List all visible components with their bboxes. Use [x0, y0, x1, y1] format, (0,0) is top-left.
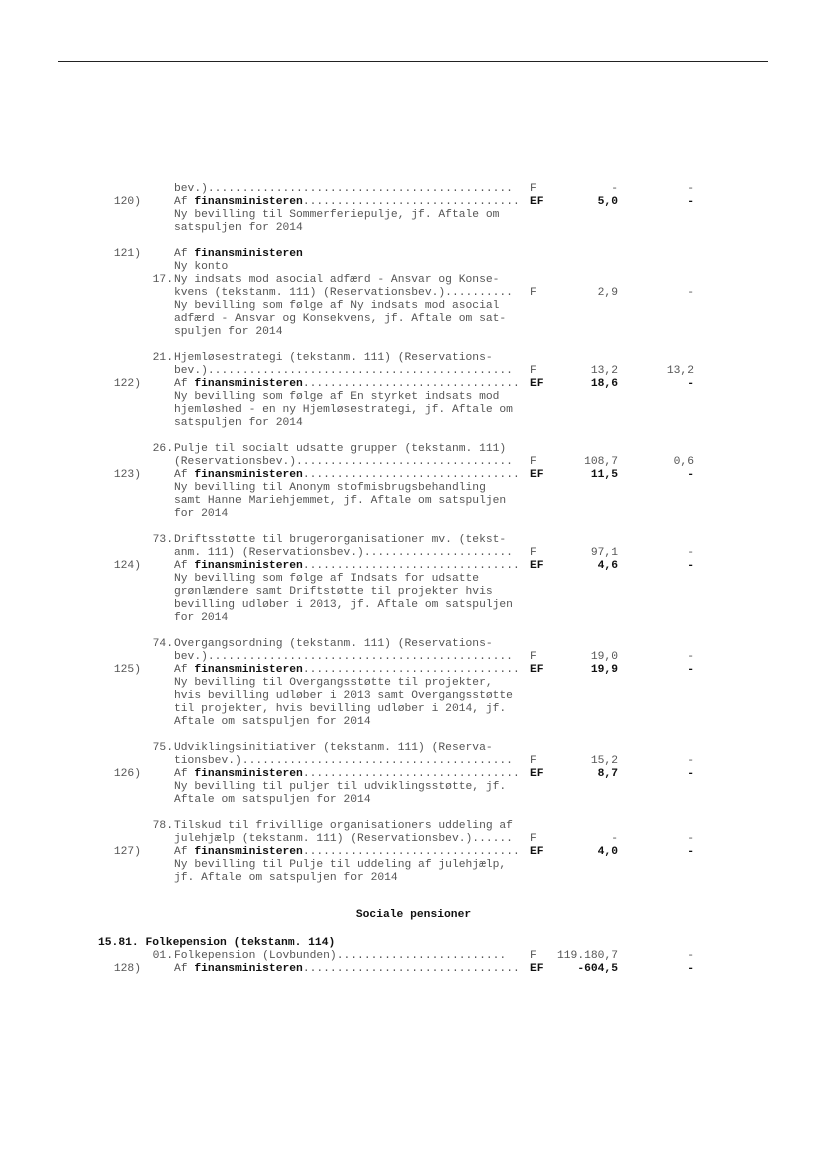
line-text: Af finansministeren................................ [174, 196, 520, 208]
line-text: tionsbev.)........................................ [174, 755, 513, 767]
line-text: Driftsstøtte til brugerorganisationer mv. (tekst- [174, 534, 507, 546]
line-text: julehjælp (tekstanm. 111) (Reservationsbev.)...... [174, 833, 513, 845]
amount-col-1: 11,5 [590, 469, 618, 481]
line-text: anm. 111) (Reservationsbev.)...................... [174, 547, 513, 559]
line-text: Ny konto [174, 261, 229, 273]
subaccount-number: 74. [152, 638, 173, 650]
account-header: 15.81. Folkepension (tekstanm. 114) [98, 937, 336, 949]
amount-col-2: - [687, 963, 694, 975]
budget-line [0, 586, 827, 599]
amount-col-2: - [687, 547, 694, 559]
line-text: Af finansministeren................................ [174, 963, 520, 975]
budget-line [0, 534, 827, 547]
line-text: Af finansministeren [174, 248, 303, 260]
amount-col-2: - [687, 560, 694, 572]
amount-col-2: - [687, 846, 694, 858]
note-number: 122) [113, 378, 141, 390]
budget-line [0, 274, 827, 287]
amount-col-2: - [687, 651, 694, 663]
line-flag: EF [530, 664, 544, 676]
budget-line [0, 612, 827, 625]
amount-col-2: - [687, 768, 694, 780]
subaccount-number: 75. [152, 742, 173, 754]
line-text: samt Hanne Mariehjemmet, jf. Aftale om satspuljen [174, 495, 507, 507]
amount-col-2: - [687, 196, 694, 208]
line-text: bev.)............................................. [174, 365, 513, 377]
budget-line [0, 716, 827, 729]
line-text: kvens (tekstanm. 111) (Reservationsbev.).......... [174, 287, 513, 299]
amount-col-2: - [687, 950, 694, 962]
line-text: Af finansministeren................................ [174, 768, 520, 780]
amount-col-1: 15,2 [590, 755, 618, 767]
line-text: satspuljen for 2014 [174, 222, 303, 234]
amount-col-1: 2,9 [597, 287, 618, 299]
line-text: Ny bevilling som følge af Ny indsats mod asocial [174, 300, 500, 312]
line-text: Overgangsordning (tekstanm. 111) (Reservations- [174, 638, 493, 650]
line-flag: EF [530, 846, 544, 858]
line-flag: F [530, 833, 537, 845]
budget-line [0, 768, 827, 781]
budget-line [0, 820, 827, 833]
budget-line [0, 573, 827, 586]
line-flag: F [530, 365, 537, 377]
budget-line [0, 378, 827, 391]
amount-col-2: - [687, 287, 694, 299]
budget-line [0, 443, 827, 456]
line-text: adfærd - Ansvar og Konsekvens, jf. Aftale om sat- [174, 313, 507, 325]
budget-line [0, 846, 827, 859]
line-text: Ny bevilling som følge af En styrket indsats mod [174, 391, 500, 403]
line-text: Ny bevilling til Pulje til uddeling af julehjælp, [174, 859, 507, 871]
line-text: Ny bevilling til Sommerferiepulje, jf. Aftale om [174, 209, 500, 221]
line-flag: F [530, 287, 537, 299]
budget-line [0, 196, 827, 209]
amount-col-2: - [687, 664, 694, 676]
budget-line [0, 495, 827, 508]
line-flag: F [530, 755, 537, 767]
line-text: Ny bevilling til Anonym stofmisbrugsbehandling [174, 482, 486, 494]
subaccount-number: 26. [152, 443, 173, 455]
line-text: hvis bevilling udløber i 2013 samt Overgangsstøtte [174, 690, 513, 702]
budget-line [0, 872, 827, 885]
amount-col-1: 13,2 [590, 365, 618, 377]
amount-col-2: - [687, 833, 694, 845]
budget-line [0, 352, 827, 365]
line-text: (Reservationsbev.)................................ [174, 456, 513, 468]
budget-line [0, 365, 827, 378]
line-text: Pulje til socialt udsatte grupper (tekstanm. 111) [174, 443, 507, 455]
note-number: 123) [113, 469, 141, 481]
line-text: grønlændere samt Driftstøtte til projekter hvis [174, 586, 493, 598]
line-flag: EF [530, 768, 544, 780]
budget-line [0, 781, 827, 794]
budget-line [0, 742, 827, 755]
note-number: 124) [113, 560, 141, 572]
budget-line [0, 690, 827, 703]
budget-line [0, 703, 827, 716]
line-text: Hjemløsestrategi (tekstanm. 111) (Reservations- [174, 352, 493, 364]
amount-col-1: 18,6 [590, 378, 618, 390]
amount-col-1: 108,7 [584, 456, 618, 468]
budget-line [0, 833, 827, 846]
note-number: 120) [113, 196, 141, 208]
amount-col-1: 4,6 [597, 560, 618, 572]
budget-line [0, 482, 827, 495]
note-number: 127) [113, 846, 141, 858]
amount-col-1: 19,0 [590, 651, 618, 663]
line-text: Folkepension (Lovbunden)......................... [174, 950, 507, 962]
amount-col-2: - [687, 469, 694, 481]
budget-line [0, 950, 827, 963]
budget-line [0, 508, 827, 521]
subaccount-number: 01. [152, 950, 173, 962]
budget-line [0, 651, 827, 664]
budget-line [0, 677, 827, 690]
line-text: Aftale om satspuljen for 2014 [174, 794, 371, 806]
line-flag: EF [530, 560, 544, 572]
line-text: Udviklingsinitiativer (tekstanm. 111) (Reserva- [174, 742, 493, 754]
amount-col-2: - [687, 755, 694, 767]
budget-line [0, 859, 827, 872]
budget-line [0, 638, 827, 651]
amount-col-1: 8,7 [597, 768, 618, 780]
budget-line [0, 391, 827, 404]
line-flag: EF [530, 196, 544, 208]
budget-line [0, 963, 827, 976]
subaccount-number: 73. [152, 534, 173, 546]
line-flag: EF [530, 963, 544, 975]
line-text: Af finansministeren................................ [174, 560, 520, 572]
amount-col-1: 19,9 [590, 664, 618, 676]
amount-col-1: 4,0 [597, 846, 618, 858]
budget-line [0, 456, 827, 469]
line-text: Af finansministeren................................ [174, 469, 520, 481]
line-text: bev.)............................................. [174, 651, 513, 663]
budget-line [0, 326, 827, 339]
line-text: Af finansministeren................................ [174, 664, 520, 676]
amount-col-1: 119.180,7 [556, 950, 618, 962]
amount-col-2: - [687, 183, 694, 195]
line-flag: F [530, 950, 537, 962]
subaccount-number: 17. [152, 274, 173, 286]
amount-col-1: - [611, 833, 618, 845]
budget-line [0, 313, 827, 326]
line-text: for 2014 [174, 612, 229, 624]
line-text: jf. Aftale om satspuljen for 2014 [174, 872, 398, 884]
budget-line [0, 664, 827, 677]
budget-line [0, 183, 827, 196]
budget-line [0, 209, 827, 222]
line-text: satspuljen for 2014 [174, 417, 303, 429]
budget-line [0, 248, 827, 261]
line-text: Tilskud til frivillige organisationers uddeling af [174, 820, 513, 832]
line-text: for 2014 [174, 508, 229, 520]
line-flag: F [530, 456, 537, 468]
budget-line [0, 287, 827, 300]
line-text: Ny bevilling som følge af Indsats for udsatte [174, 573, 480, 585]
amount-col-2: 13,2 [666, 365, 694, 377]
amount-col-2: - [687, 378, 694, 390]
note-number: 125) [113, 664, 141, 676]
line-text: spuljen for 2014 [174, 326, 283, 338]
line-text: Aftale om satspuljen for 2014 [174, 716, 371, 728]
amount-col-2: 0,6 [673, 456, 694, 468]
line-text: Af finansministeren................................ [174, 846, 520, 858]
budget-line [0, 417, 827, 430]
budget-line [0, 261, 827, 274]
line-flag: EF [530, 378, 544, 390]
line-text: bevilling udløber i 2013, jf. Aftale om satspuljen [174, 599, 513, 611]
line-text: Af finansministeren................................ [174, 378, 520, 390]
section-title: Sociale pensioner [355, 909, 472, 921]
line-text: Ny indsats mod asocial adfærd - Ansvar og Konse- [174, 274, 500, 286]
line-flag: F [530, 183, 537, 195]
line-flag: F [530, 651, 537, 663]
note-number: 121) [113, 248, 141, 260]
budget-line [0, 755, 827, 768]
line-text: bev.)............................................. [174, 183, 513, 195]
line-text: til projekter, hvis bevilling udløber i 2014, jf. [174, 703, 507, 715]
line-text: hjemløshed - en ny Hjemløsestrategi, jf. Aftale om [174, 404, 513, 416]
budget-line [0, 547, 827, 560]
line-text: Ny bevilling til Overgangsstøtte til projekter, [174, 677, 493, 689]
amount-col-1: 5,0 [597, 196, 618, 208]
note-number: 126) [113, 768, 141, 780]
amount-col-1: -604,5 [577, 963, 618, 975]
note-number: 128) [113, 963, 141, 975]
line-flag: F [530, 547, 537, 559]
amount-col-1: 97,1 [590, 547, 618, 559]
line-flag: EF [530, 469, 544, 481]
budget-line [0, 794, 827, 807]
amount-col-1: - [611, 183, 618, 195]
subaccount-number: 21. [152, 352, 173, 364]
line-text: Ny bevilling til puljer til udviklingsstøtte, jf. [174, 781, 507, 793]
budget-line [0, 560, 827, 573]
budget-line [0, 404, 827, 417]
budget-line [0, 469, 827, 482]
budget-line [0, 599, 827, 612]
budget-line [0, 222, 827, 235]
budget-line [0, 300, 827, 313]
subaccount-number: 78. [152, 820, 173, 832]
